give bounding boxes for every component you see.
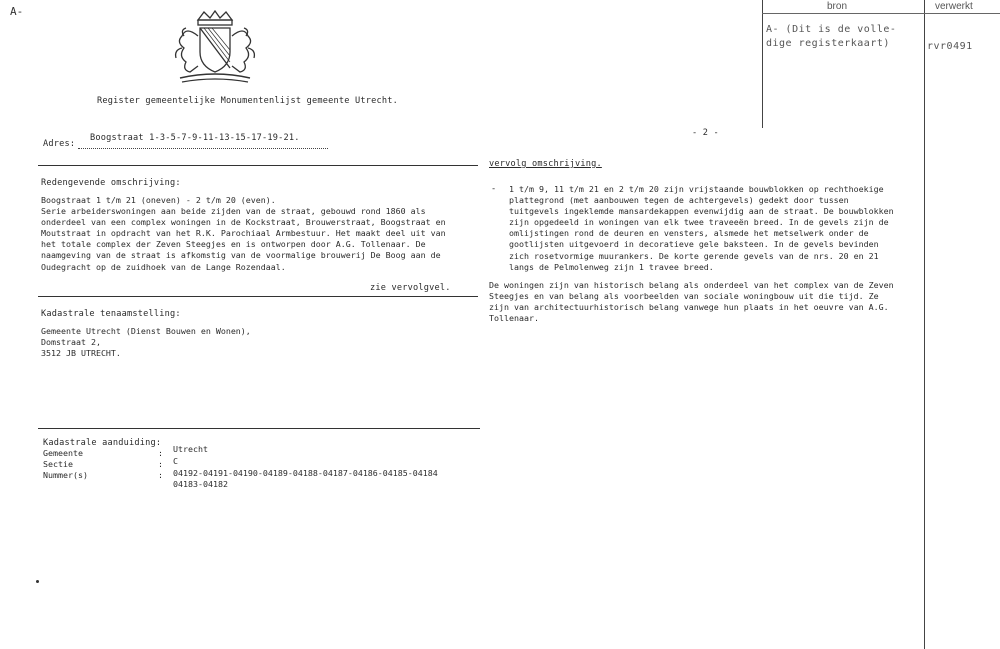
continued-line: Steegjes en van belang als voorbeelden van sociale woningbouw uit die tijd. Ze xyxy=(489,291,879,302)
continued-line: zijn van architectuurhistorisch belang vanwege hun plaats in het oeuvre van A.G. xyxy=(489,302,889,313)
source-text-line2: dige registerkaart) xyxy=(766,38,890,49)
continued-line: omlijstingen rond de deuren en vensters, alsmede het metselwerk onder de xyxy=(509,228,869,239)
processed-code: rvr0491 xyxy=(927,41,973,52)
owner-line: Gemeente Utrecht (Dienst Bouwen en Wonen), xyxy=(41,326,251,336)
continued-line: zijn opgedeeld in woningen van elk twee traveeën breed. In de gevels zijn de xyxy=(509,217,889,228)
address-label: Adres: xyxy=(43,139,76,149)
cadastral-row-label: Gemeente xyxy=(43,448,83,458)
reason-text xyxy=(41,195,446,273)
header-col-source: bron xyxy=(827,1,848,12)
cadastral-row-value: 04192-04191-04190-04189-04188-04187-04186-04185-04184 xyxy=(173,468,438,478)
continued-line: Tollenaar. xyxy=(489,313,539,324)
source-text-line1: A- (Dit is de volle- xyxy=(766,24,897,35)
cadastral-row-value: C xyxy=(173,456,178,466)
reason-line: Moutstraat in opdracht van het R.K. Parochiaal Armbestuur. Het maakt deel uit van xyxy=(41,228,446,239)
utrecht-coat-of-arms-icon xyxy=(160,8,270,90)
cadastral-heading: Kadastrale aanduiding: xyxy=(43,438,162,448)
header-col-processed: verwerkt xyxy=(935,1,973,12)
reason-heading: Redengevende omschrijving: xyxy=(41,178,181,188)
continued-line: gootlijsten uitgevoerd in decoratieve gele baksteen. In de gevels bevinden xyxy=(509,239,879,250)
owner-text xyxy=(41,326,251,359)
continued-line: De woningen zijn van historisch belang als onderdeel van het complex van de Zeven xyxy=(489,280,894,290)
see-next-sheet: zie vervolgvel. xyxy=(370,283,451,293)
reason-line: het totale complex der Zeven Steegjes en is ontworpen door A.G. Tollenaar. De xyxy=(41,239,426,250)
continued-para1 xyxy=(509,184,894,273)
cadastral-row-value: Utrecht xyxy=(173,444,208,454)
cadastral-row-label: Nummer(s) xyxy=(43,470,88,480)
continued-dash: - xyxy=(491,184,497,194)
cadastral-row-label: Sectie xyxy=(43,459,73,469)
register-title: Register gemeentelijke Monumentenlijst gemeente Utrecht. xyxy=(97,96,398,106)
owner-heading: Kadastrale tenaamstelling: xyxy=(41,309,181,319)
reason-line: Serie arbeiderswoningen aan beide zijden van de straat, gebouwd rond 1860 als xyxy=(41,206,426,217)
owner-line: 3512 JB UTRECHT. xyxy=(41,348,121,359)
reason-line: Boogstraat 1 t/m 21 (oneven) - 2 t/m 20 (even). xyxy=(41,195,276,205)
cadastral-row-sep: : xyxy=(158,470,163,480)
continued-line: 1 t/m 9, 11 t/m 21 en 2 t/m 20 zijn vrijstaande bouwblokken op rechthoekige xyxy=(509,184,884,194)
cadastral-row-sep: : xyxy=(158,459,163,469)
continued-line: langs de Pelmolenweg zijn 1 travee breed. xyxy=(509,261,714,272)
cadastral-numbers-cont: 04183-04182 xyxy=(173,479,228,489)
continued-para2 xyxy=(489,280,894,324)
address-value: Boogstraat 1-3-5-7-9-11-13-15-17-19-21. xyxy=(90,133,300,143)
cadastral-row-sep: : xyxy=(158,448,163,458)
reason-line: Oudegracht op de zuidhoek van de Lange Rozendaal. xyxy=(41,261,286,272)
continued-line: plattegrond (met aanbouwen tegen de achtergevels) gedekt door tussen xyxy=(509,195,849,206)
reason-line: naamgeving van de straat is afkomstig van de voormalige brouwerij De Boog aan de xyxy=(41,250,441,261)
reason-line: onderdeel van een complex woningen in de Kockstraat, Brouwerstraat, Boogstraat en xyxy=(41,217,446,228)
stray-dot xyxy=(36,580,39,583)
continued-line: tuitgevels ingeklemde mansardekappen evenwijdig aan de straat. De bouwblokken xyxy=(509,206,894,217)
owner-line: Domstraat 2, xyxy=(41,337,101,348)
continued-line: zich rosetvormige muurankers. De korte gerende gevels van de nrs. 20 en 21 xyxy=(509,250,879,261)
page-number: - 2 - xyxy=(692,128,719,138)
corner-mark: A- xyxy=(10,5,24,18)
continued-heading: vervolg omschrijving. xyxy=(489,159,602,169)
